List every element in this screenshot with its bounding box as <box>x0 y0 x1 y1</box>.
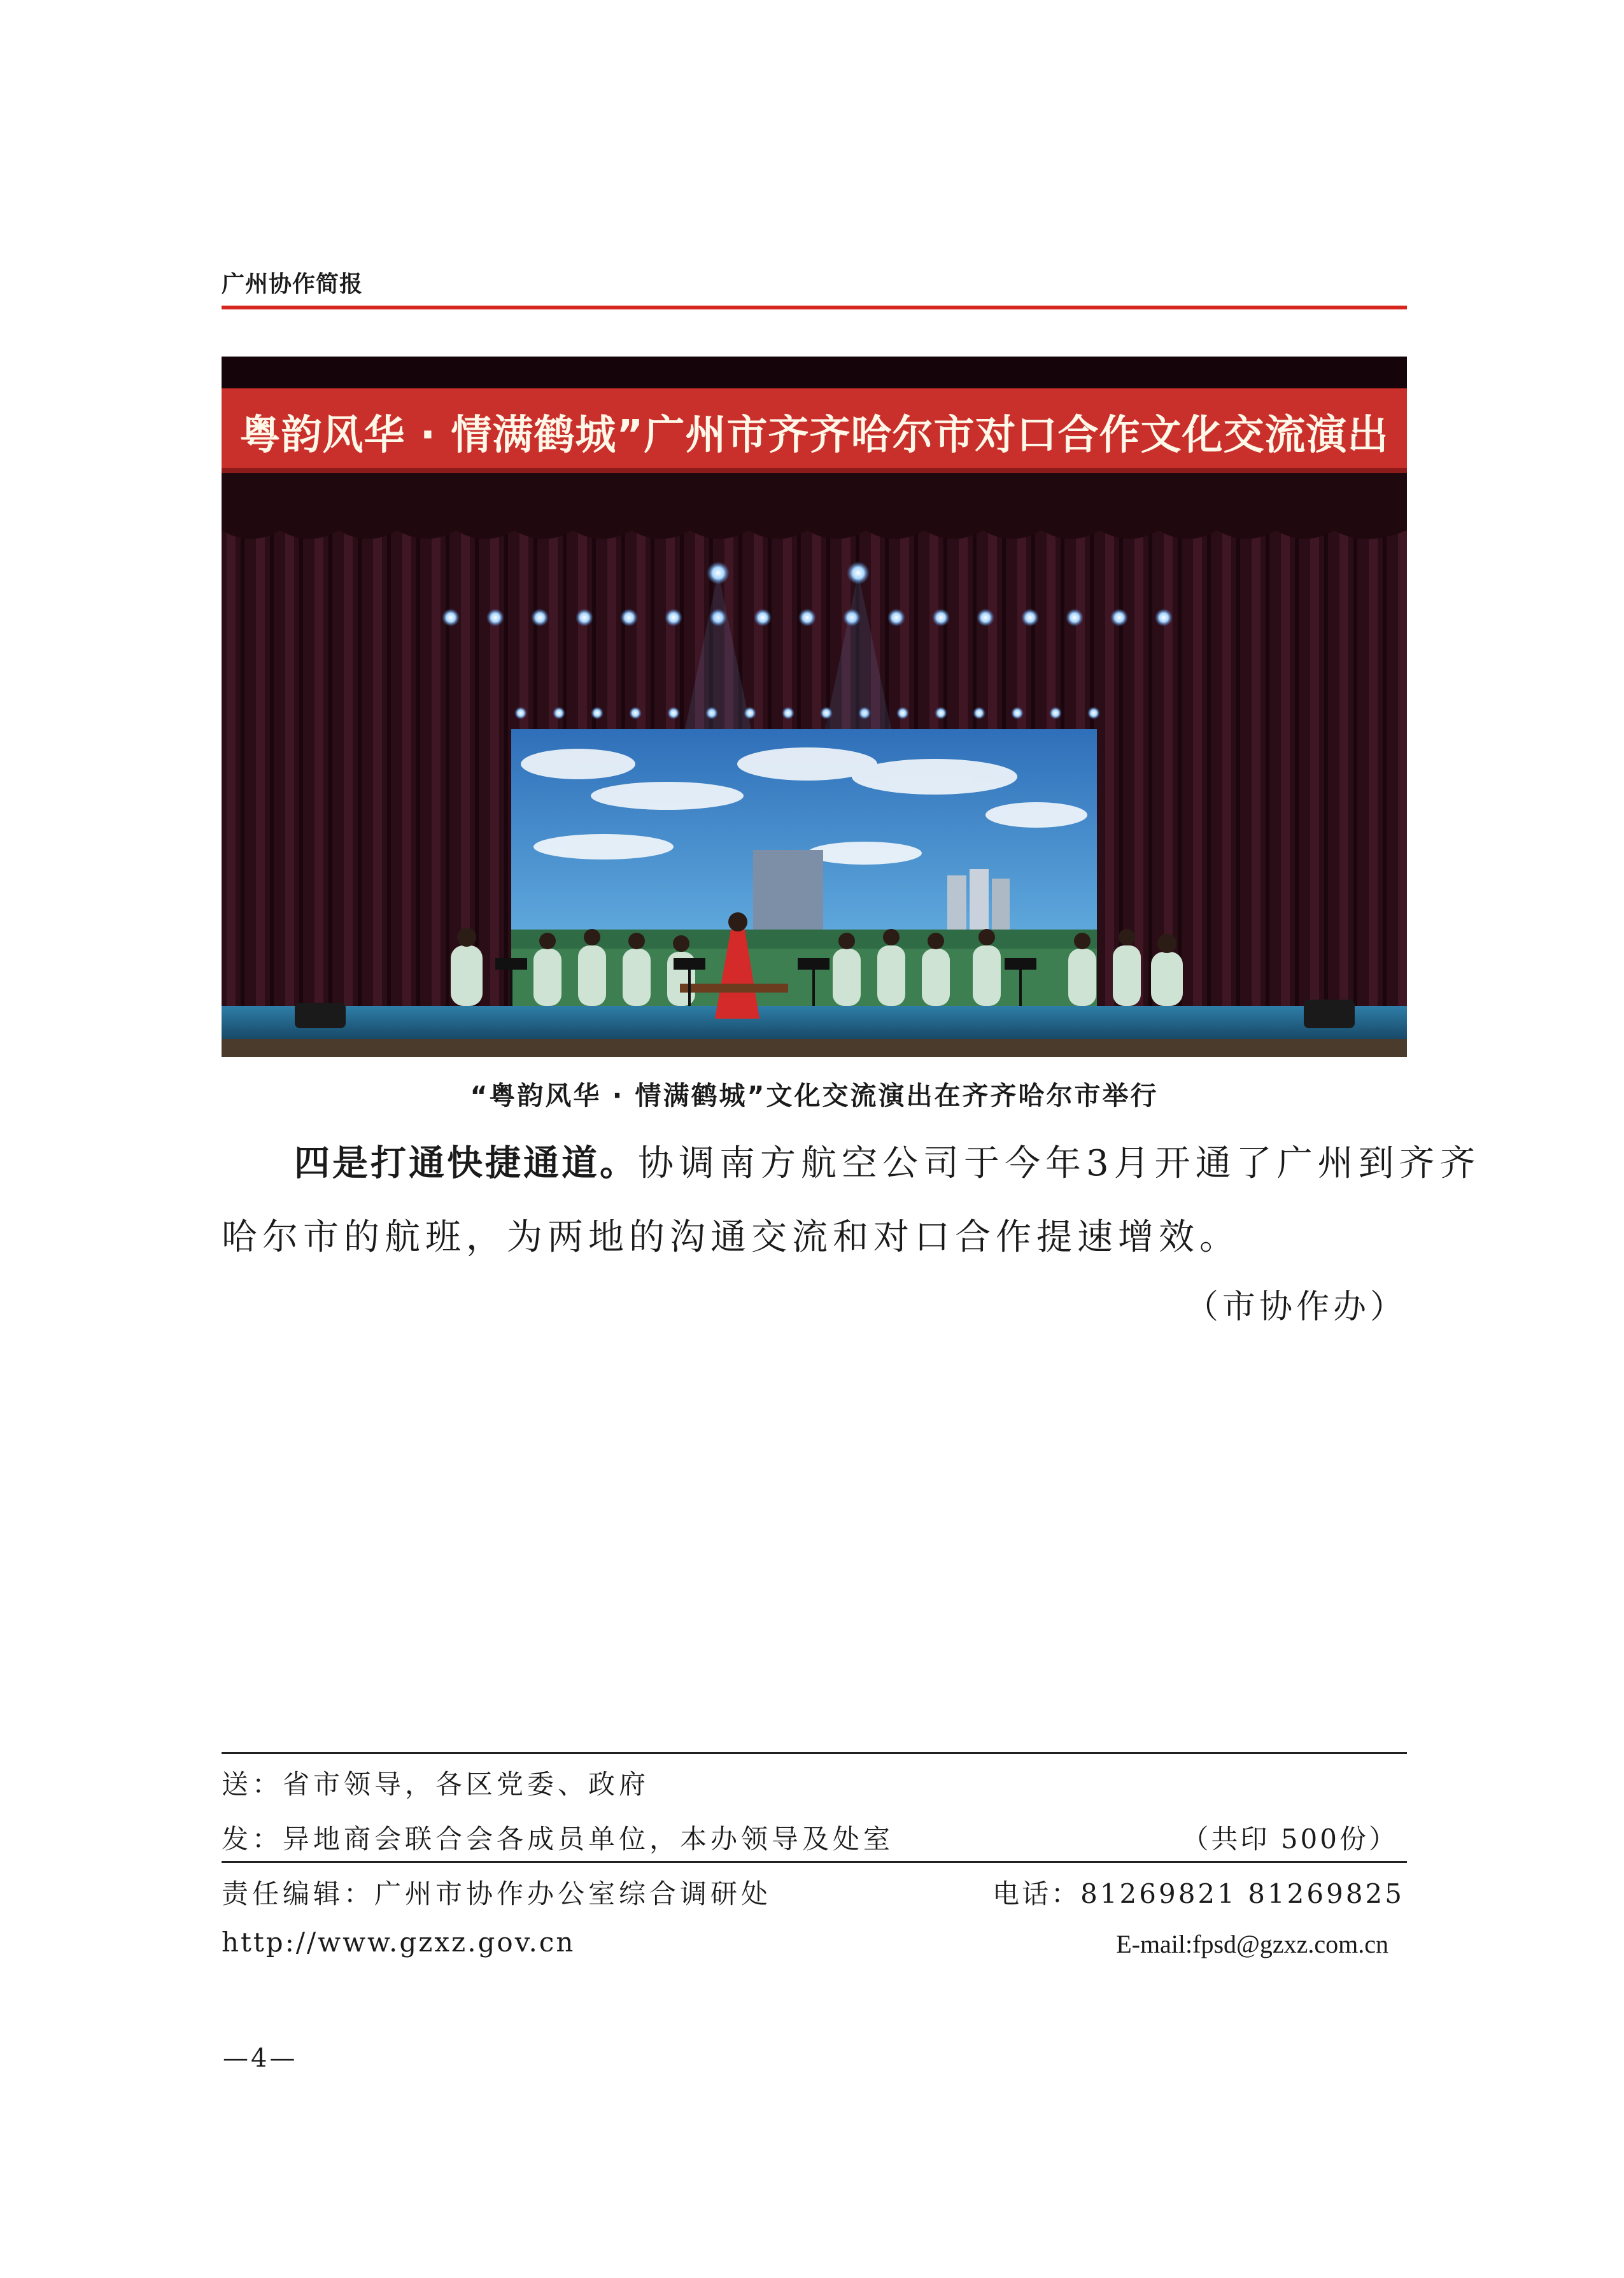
stage-photo <box>222 357 1407 1057</box>
footer-rule-top <box>222 1752 1407 1754</box>
body-paragraph-line-1 <box>294 1127 1481 1201</box>
footer-rule-middle <box>222 1861 1407 1863</box>
header-rule <box>222 306 1407 309</box>
footer-website-link[interactable]: http://www.gzxz.gov.cn <box>222 1927 575 1958</box>
header-title: 广州协作简报 <box>222 271 364 297</box>
stage-banner-text: 粤韵风华 · 情满鹤城”广州市齐齐哈尔市对口合作文化交流演出 <box>239 412 1389 459</box>
stage-photo-illustration <box>222 357 1407 1057</box>
footer-distribute-to: 发：异地商会联合会各成员单位，本办领导及处室 <box>222 1823 894 1855</box>
body-paragraph-line-2: 哈尔市的航班，为两地的沟通交流和对口合作提速增效。 <box>222 1217 1240 1258</box>
paragraph-line-1-text: 协调南方航空公司于今年3月开通了广州到齐齐 <box>638 1143 1481 1184</box>
footer-editor: 责任编辑：广州市协作办公室综合调研处 <box>222 1878 772 1909</box>
source-attribution: （市协作办） <box>1185 1288 1407 1326</box>
footer-print-count: （共印 500份） <box>1182 1823 1398 1855</box>
footer-send-to: 送：省市领导，各区党委、政府 <box>222 1769 650 1800</box>
footer-phone: 电话：81269821 81269825 <box>992 1878 1404 1909</box>
page-number: —4— <box>223 2044 298 2073</box>
footer-email-link[interactable]: E-mail:fpsd@gzxz.com.cn <box>1116 1930 1388 1958</box>
paragraph-lead: 四是打通快捷通道。 <box>294 1143 638 1184</box>
photo-caption: “粤韵风华 · 情满鹤城”文化交流演出在齐齐哈尔市举行 <box>470 1080 1159 1111</box>
